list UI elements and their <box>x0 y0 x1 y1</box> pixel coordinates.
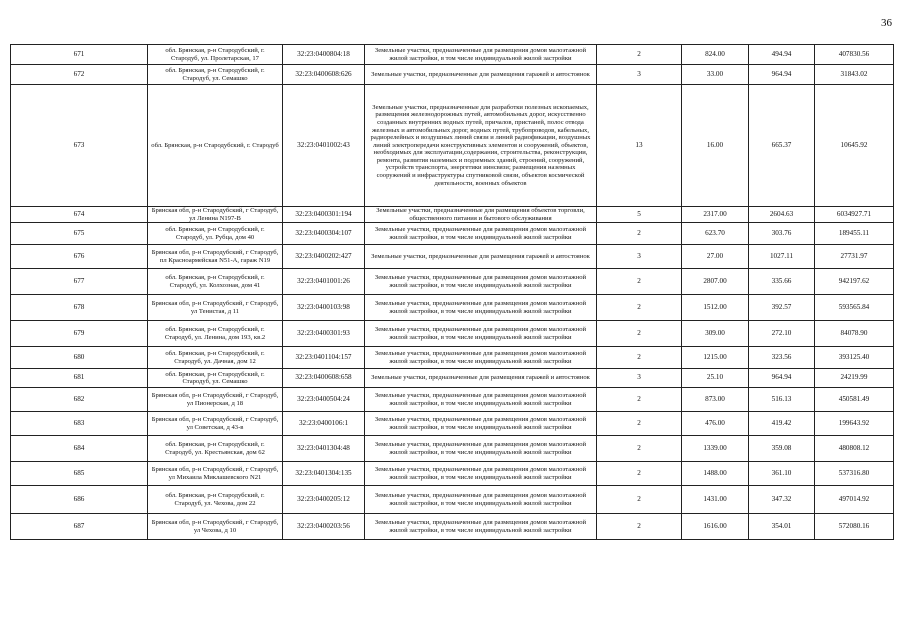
cadastral-value-cell: 497014.92 <box>815 486 894 514</box>
cadastral-value-cell: 942197.62 <box>815 269 894 295</box>
cadastral-number-cell: 32:23:0400608:658 <box>283 369 365 388</box>
land-use-purpose-cell: Земельные участки, предназначенные для размещения домов малоэтажной жилой застройки, в том числе индивидуальной жилой застройки <box>365 486 597 514</box>
cadastral-value-cell: 199643.92 <box>815 412 894 436</box>
address-cell: обл. Брянская, р-н Стародубский, г. Стародуб, ул. Ленина, дом 193, кв.2 <box>148 321 283 347</box>
cadastral-value-cell: 24219.99 <box>815 369 894 388</box>
cadastral-number-cell: 32:23:0401104:157 <box>283 347 365 369</box>
cadastral-number-cell: 32:23:0400203:56 <box>283 514 365 540</box>
area-cell: 476.00 <box>682 412 749 436</box>
group-cell: 3 <box>597 65 682 85</box>
row-number-cell: 679 <box>11 321 148 347</box>
area-cell: 873.00 <box>682 388 749 412</box>
group-cell: 2 <box>597 295 682 321</box>
group-cell: 2 <box>597 436 682 462</box>
row-number-cell: 680 <box>11 347 148 369</box>
address-cell: обл. Брянская, р-н Стародубский, г. Стародуб, ул. Пролетарская, 17 <box>148 45 283 65</box>
specific-value-cell: 1027.11 <box>749 245 815 269</box>
cadastral-value-cell: 480808.12 <box>815 436 894 462</box>
area-cell: 16.00 <box>682 85 749 207</box>
address-cell: обл. Брянская, р-н Стародубский, г. Стародуб, ул. Крестьянская, дом 62 <box>148 436 283 462</box>
land-use-purpose-cell: Земельные участки, предназначенные для размещения домов малоэтажной жилой застройки, в том числе индивидуальной жилой застройки <box>365 295 597 321</box>
group-cell: 2 <box>597 269 682 295</box>
specific-value-cell: 303.76 <box>749 223 815 245</box>
area-cell: 33.00 <box>682 65 749 85</box>
row-number-cell: 685 <box>11 462 148 486</box>
land-use-purpose-cell: Земельные участки, предназначенные для размещения домов малоэтажной жилой застройки, в том числе индивидуальной жилой застройки <box>365 45 597 65</box>
area-cell: 1512.00 <box>682 295 749 321</box>
address-cell: Брянская обл, р-н Стародубский, г Стародуб, ул Михаила Миклашевского N21 <box>148 462 283 486</box>
group-cell: 2 <box>597 347 682 369</box>
group-cell: 2 <box>597 321 682 347</box>
table-row <box>11 321 894 347</box>
land-registry-table <box>10 44 894 540</box>
land-use-purpose-cell: Земельные участки, предназначенные для размещения гаражей и автостоянок <box>365 65 597 85</box>
land-use-purpose-cell: Земельные участки, предназначенные для размещения домов малоэтажной жилой застройки, в том числе индивидуальной жилой застройки <box>365 514 597 540</box>
table-row <box>11 347 894 369</box>
address-cell: Брянская обл, р-н Стародубский, г Стародуб, ул Чехова, д 10 <box>148 514 283 540</box>
cadastral-value-cell: 593565.84 <box>815 295 894 321</box>
specific-value-cell: 964.94 <box>749 65 815 85</box>
land-use-purpose-cell: Земельные участки, предназначенные для размещения домов малоэтажной жилой застройки, в том числе индивидуальной жилой застройки <box>365 462 597 486</box>
cadastral-value-cell: 6034927.71 <box>815 207 894 223</box>
address-cell: обл. Брянская, р-н Стародубский, г. Стародуб, ул. Рубца, дом 40 <box>148 223 283 245</box>
land-use-purpose-cell: Земельные участки, предназначенные для размещения гаражей и автостоянок <box>365 245 597 269</box>
row-number-cell: 678 <box>11 295 148 321</box>
table-row <box>11 223 894 245</box>
group-cell: 2 <box>597 45 682 65</box>
group-cell: 3 <box>597 245 682 269</box>
table-row <box>11 462 894 486</box>
row-number-cell: 683 <box>11 412 148 436</box>
table-row <box>11 245 894 269</box>
table-row <box>11 45 894 65</box>
row-number-cell: 687 <box>11 514 148 540</box>
group-cell: 2 <box>597 514 682 540</box>
row-number-cell: 686 <box>11 486 148 514</box>
cadastral-value-cell: 572080.16 <box>815 514 894 540</box>
specific-value-cell: 347.32 <box>749 486 815 514</box>
specific-value-cell: 665.37 <box>749 85 815 207</box>
cadastral-number-cell: 32:23:0401304:135 <box>283 462 365 486</box>
land-use-purpose-cell: Земельные участки, предназначенные для размещения домов малоэтажной жилой застройки, в том числе индивидуальной жилой застройки <box>365 347 597 369</box>
row-number-cell: 673 <box>11 85 148 207</box>
cadastral-number-cell: 32:23:0400804:18 <box>283 45 365 65</box>
table-row <box>11 295 894 321</box>
group-cell: 2 <box>597 412 682 436</box>
specific-value-cell: 964.94 <box>749 369 815 388</box>
area-cell: 623.70 <box>682 223 749 245</box>
table-row <box>11 486 894 514</box>
address-cell: Брянская обл, р-н Стародубский, г Стародуб, ул Пионерская, д 18 <box>148 388 283 412</box>
cadastral-value-cell: 450581.49 <box>815 388 894 412</box>
specific-value-cell: 359.08 <box>749 436 815 462</box>
group-cell: 2 <box>597 388 682 412</box>
group-cell: 2 <box>597 462 682 486</box>
specific-value-cell: 335.66 <box>749 269 815 295</box>
cadastral-number-cell: 32:23:0400202:427 <box>283 245 365 269</box>
address-cell: обл. Брянская, р-н Стародубский, г. Стародуб, ул. Дачная, дом 12 <box>148 347 283 369</box>
address-cell: Брянская обл, р-н Стародубский, г Стародуб, ул Ленина N197-В <box>148 207 283 223</box>
cadastral-number-cell: 32:23:0400106:1 <box>283 412 365 436</box>
specific-value-cell: 354.01 <box>749 514 815 540</box>
land-use-purpose-cell: Земельные участки, предназначенные для размещения домов малоэтажной жилой застройки, в том числе индивидуальной жилой застройки <box>365 412 597 436</box>
cadastral-number-cell: 32:23:0400205:12 <box>283 486 365 514</box>
cadastral-value-cell: 407830.56 <box>815 45 894 65</box>
land-use-purpose-cell: Земельные участки, предназначенные для размещения домов малоэтажной жилой застройки, в том числе индивидуальной жилой застройки <box>365 321 597 347</box>
table-row <box>11 412 894 436</box>
page-number: 36 <box>881 17 892 29</box>
cadastral-number-cell: 32:23:0400504:24 <box>283 388 365 412</box>
cadastral-number-cell: 32:23:0401002:43 <box>283 85 365 207</box>
cadastral-value-cell: 84078.90 <box>815 321 894 347</box>
group-cell: 2 <box>597 486 682 514</box>
row-number-cell: 684 <box>11 436 148 462</box>
row-number-cell: 682 <box>11 388 148 412</box>
cadastral-number-cell: 32:23:0401001:26 <box>283 269 365 295</box>
table-row <box>11 369 894 388</box>
land-use-purpose-cell: Земельные участки, предназначенные для размещения домов малоэтажной жилой застройки, в том числе индивидуальной жилой застройки <box>365 388 597 412</box>
address-cell: обл. Брянская, р-н Стародубский, г. Стародуб <box>148 85 283 207</box>
table-row <box>11 436 894 462</box>
table-row <box>11 65 894 85</box>
area-cell: 1215.00 <box>682 347 749 369</box>
cadastral-number-cell: 32:23:0400608:626 <box>283 65 365 85</box>
area-cell: 1431.00 <box>682 486 749 514</box>
cadastral-number-cell: 32:23:0400304:107 <box>283 223 365 245</box>
row-number-cell: 681 <box>11 369 148 388</box>
area-cell: 25.10 <box>682 369 749 388</box>
land-use-purpose-cell: Земельные участки, предназначенные для размещения домов малоэтажной жилой застройки, в том числе индивидуальной жилой застройки <box>365 269 597 295</box>
address-cell: Брянская обл, р-н Стародубский, г Стародуб, ул Тенистая, д 11 <box>148 295 283 321</box>
area-cell: 27.00 <box>682 245 749 269</box>
specific-value-cell: 272.10 <box>749 321 815 347</box>
area-cell: 1488.00 <box>682 462 749 486</box>
specific-value-cell: 419.42 <box>749 412 815 436</box>
cadastral-value-cell: 189455.11 <box>815 223 894 245</box>
group-cell: 5 <box>597 207 682 223</box>
land-use-purpose-cell: Земельные участки, предназначенные для размещения гаражей и автостоянок <box>365 369 597 388</box>
land-use-purpose-cell: Земельные участки, предназначенные для размещения объектов торговли, общественного питания и бытового обслуживания <box>365 207 597 223</box>
row-number-cell: 676 <box>11 245 148 269</box>
address-cell: обл. Брянская, р-н Стародубский, г. Стародуб, ул. Колхозная, дом 41 <box>148 269 283 295</box>
table-row <box>11 207 894 223</box>
area-cell: 309.00 <box>682 321 749 347</box>
cadastral-value-cell: 27731.97 <box>815 245 894 269</box>
area-cell: 824.00 <box>682 45 749 65</box>
row-number-cell: 671 <box>11 45 148 65</box>
area-cell: 1339.00 <box>682 436 749 462</box>
specific-value-cell: 392.57 <box>749 295 815 321</box>
row-number-cell: 672 <box>11 65 148 85</box>
group-cell: 13 <box>597 85 682 207</box>
specific-value-cell: 516.13 <box>749 388 815 412</box>
table-row <box>11 388 894 412</box>
cadastral-value-cell: 393125.40 <box>815 347 894 369</box>
cadastral-number-cell: 32:23:0401304:48 <box>283 436 365 462</box>
land-use-purpose-cell: Земельные участки, предназначенные для размещения домов малоэтажной жилой застройки, в том числе индивидуальной жилой застройки <box>365 436 597 462</box>
area-cell: 1616.00 <box>682 514 749 540</box>
row-number-cell: 675 <box>11 223 148 245</box>
specific-value-cell: 361.10 <box>749 462 815 486</box>
address-cell: Брянская обл, р-н Стародубский, г Стародуб, пл Красноармейская N51-А, гараж N19 <box>148 245 283 269</box>
table-row <box>11 514 894 540</box>
address-cell: обл. Брянская, р-н Стародубский, г. Стародуб, ул. Семашко <box>148 65 283 85</box>
specific-value-cell: 494.94 <box>749 45 815 65</box>
address-cell: обл. Брянская, р-н Стародубский, г. Стародуб, ул. Чехова, дом 22 <box>148 486 283 514</box>
table-body <box>11 45 894 540</box>
address-cell: Брянская обл, р-н Стародубский, г Стародуб, ул Советская, д 43-в <box>148 412 283 436</box>
area-cell: 2317.00 <box>682 207 749 223</box>
land-use-purpose-cell: Земельные участки, предназначенные для разработки полезных ископаемых, размещения железнодорожных путей, автомобильных дорог, искусственно созданных внутренних водных путей, причалов, пристаней, полос отвода железных и автомобильных дорог, водных путей, трубопроводов, кабельных, радиорелейных и воздушных линий связи и линий радиофикации, воздушных линий электропередачи конструктивных элементов и сооружений, объектов, необходимых для эксплуатации,содержания, строительства, реконструкции, ремонта, развития наземных и подземных зданий, строений, сооружений, устройств транспорта, энергетики иинсвязи; размещения наземных сооружений и инфраструктуры спутниковой связи, объектов космической деятельности, военных объектов <box>365 85 597 207</box>
cadastral-value-cell: 31843.02 <box>815 65 894 85</box>
cadastral-number-cell: 32:23:0400103:98 <box>283 295 365 321</box>
cadastral-value-cell: 537316.80 <box>815 462 894 486</box>
cadastral-number-cell: 32:23:0400301:93 <box>283 321 365 347</box>
group-cell: 2 <box>597 223 682 245</box>
address-cell: обл. Брянская, р-н Стародубский, г. Стародуб, ул. Семашко <box>148 369 283 388</box>
row-number-cell: 674 <box>11 207 148 223</box>
land-use-purpose-cell: Земельные участки, предназначенные для размещения домов малоэтажной жилой застройки, в том числе индивидуальной жилой застройки <box>365 223 597 245</box>
cadastral-number-cell: 32:23:0400301:194 <box>283 207 365 223</box>
group-cell: 3 <box>597 369 682 388</box>
cadastral-value-cell: 10645.92 <box>815 85 894 207</box>
table-row <box>11 85 894 207</box>
area-cell: 2807.00 <box>682 269 749 295</box>
specific-value-cell: 2604.63 <box>749 207 815 223</box>
row-number-cell: 677 <box>11 269 148 295</box>
table-row <box>11 269 894 295</box>
specific-value-cell: 323.56 <box>749 347 815 369</box>
